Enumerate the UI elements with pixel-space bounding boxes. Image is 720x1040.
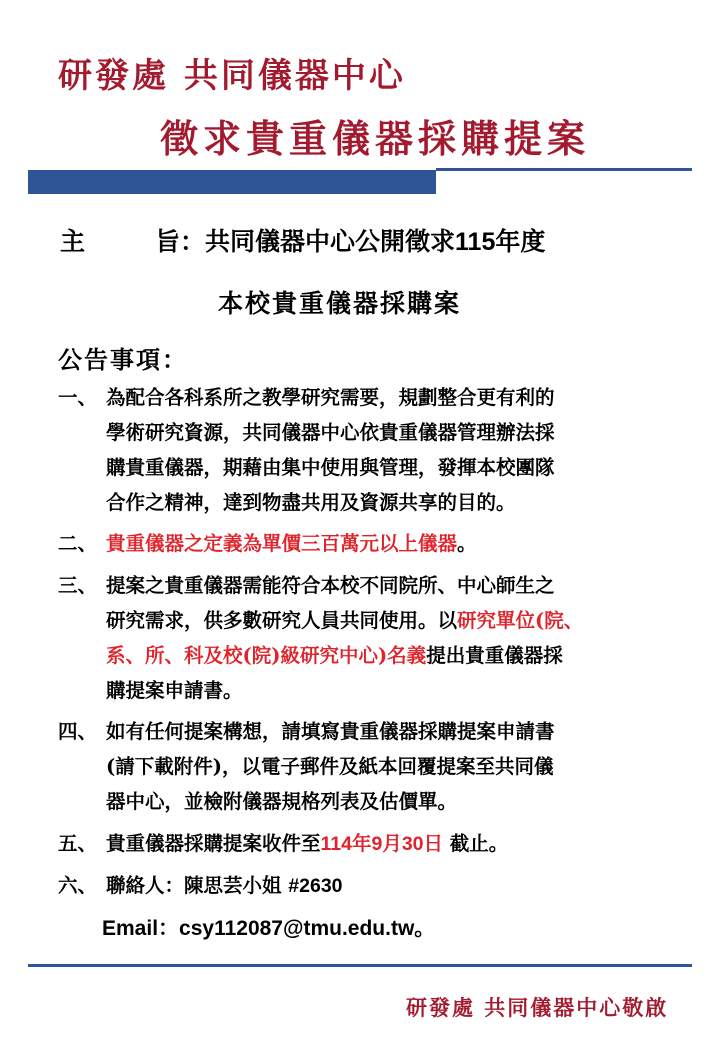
item-number: 一、 [58, 386, 98, 409]
item-number: 四、 [58, 720, 98, 743]
notice-item-4 [58, 714, 698, 819]
item-text: 。 [457, 532, 477, 555]
contact-person: 聯絡人：陳思芸小姐 [106, 874, 289, 897]
item-number: 五、 [58, 832, 98, 855]
header-line1: 研發處 共同儀器中心 [58, 56, 406, 96]
item-text: 研究需求，供多數研究人員共同使用。以 [106, 609, 458, 632]
notice-item-6 [58, 868, 698, 904]
item-text: 合作之精神，達到物盡共用及資源共享的目的。 [106, 491, 516, 514]
item-text: 為配合各科系所之教學研究需要，規劃整合更有利的 [106, 386, 555, 409]
item-text: 提案之貴重儀器需能符合本校不同院所、中心師生之 [106, 574, 555, 597]
item-number: 三、 [58, 574, 98, 597]
item-highlight-text: 系、所、科及校(院)級研究中心)名義 [106, 644, 427, 667]
subject-line [60, 222, 545, 258]
item-highlight-text: 貴重儀器之定義為單價三百萬元以上儀器 [106, 532, 458, 555]
item-text: 如有任何提案構想，請填寫貴重儀器採購提案申請書 [106, 720, 555, 743]
item-text: 購提案申請書。 [106, 679, 243, 702]
item-number: 六、 [58, 874, 98, 897]
notice-item-5 [58, 826, 698, 862]
item-number: 二、 [58, 532, 98, 555]
subject-line2: 本校貴重儀器採購案 [218, 289, 462, 318]
subject-text: 旨：共同儀器中心公開徵求 [155, 227, 456, 256]
decorative-bar [28, 170, 436, 194]
decorative-line [436, 168, 692, 171]
notice-item-3 [58, 568, 698, 708]
subject-label: 主 [60, 227, 86, 256]
header-line2: 徵求貴重儀器採購提案 [160, 116, 591, 161]
contact-email [102, 912, 435, 942]
subject-year: 115 [455, 228, 496, 256]
notice-item-1 [58, 380, 698, 520]
item-text: 提出貴重儀器採 [426, 644, 563, 667]
item-highlight-text: 研究單位(院、 [457, 609, 584, 632]
item-text: 器中心，並檢附儀器規格列表及估價單。 [106, 790, 458, 813]
email-label: Email： [102, 917, 180, 940]
contact-extension: #2630 [288, 875, 343, 897]
footer-divider [28, 964, 692, 967]
item-text: 截止。 [443, 832, 509, 855]
item-text: 購貴重儀器，期藉由集中使用與管理，發揮本校團隊 [106, 456, 555, 479]
item-text: 貴重儀器採購提案收件至 [106, 832, 321, 855]
deadline-date: 114年9月30日 [320, 833, 444, 855]
email-tail: 。 [414, 915, 436, 940]
item-text: 學術研究資源，共同儀器中心依貴重儀器管理辦法採 [106, 421, 555, 444]
subject-suffix: 年度 [495, 227, 546, 256]
item-text: (請下載附件)，以電子郵件及紙本回覆提案至共同儀 [106, 755, 554, 778]
notice-item-2 [58, 526, 698, 561]
email-address[interactable]: csy112087@tmu.edu.tw [179, 917, 415, 940]
notice-heading: 公告事項： [58, 345, 188, 374]
footer-signature: 研發處 共同儀器中心敬啟 [406, 995, 669, 1020]
